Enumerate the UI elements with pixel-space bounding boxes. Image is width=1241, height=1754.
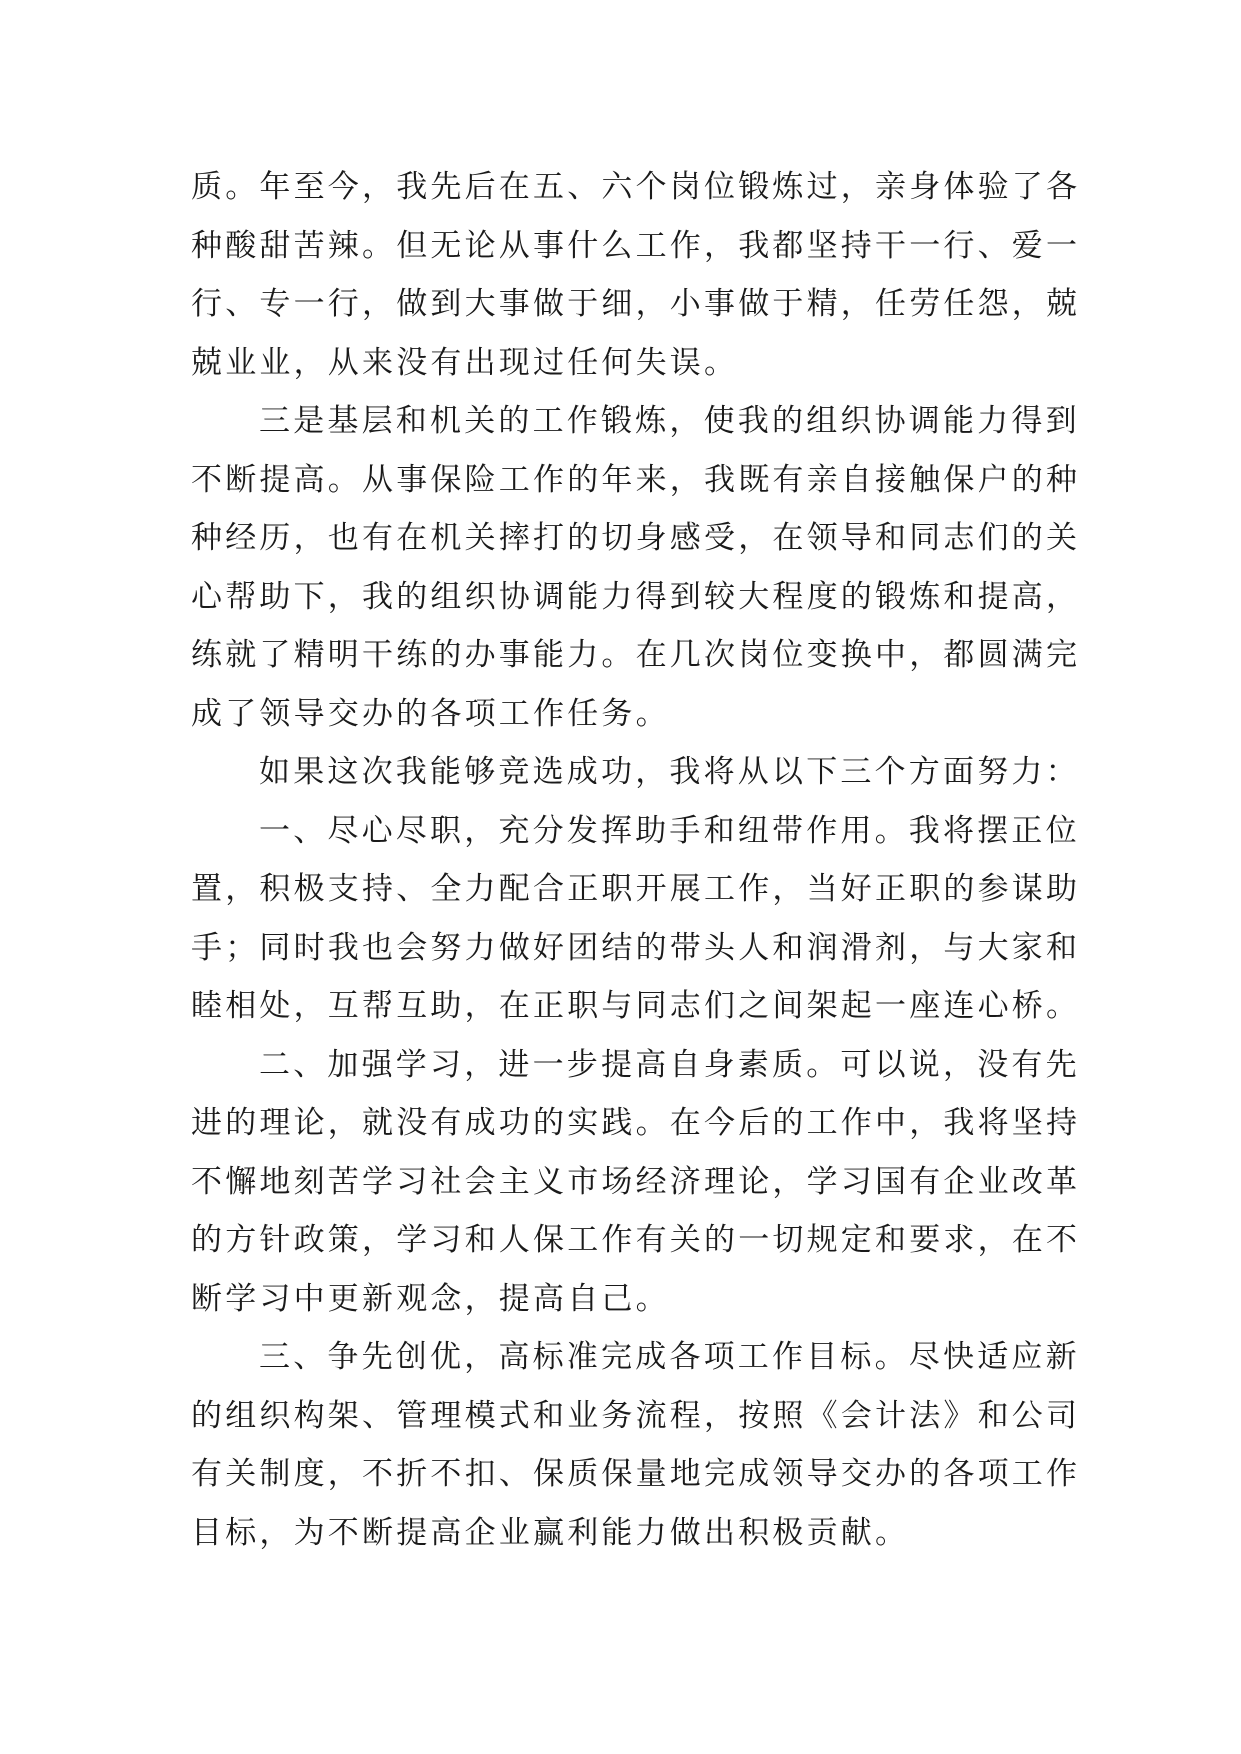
text-line: 不懈地刻苦学习社会主义市场经济理论，学习国有企业改革 [191, 1163, 1081, 1200]
text-line: 睦相处，互帮互助，在正职与同志们之间架起一座连心桥。 [191, 988, 1081, 1024]
text-line: 种经历，也有在机关摔打的切身感受，在领导和同志们的关 [191, 520, 1081, 556]
document-body [191, 158, 1081, 1562]
paragraph-start-line: 一、尽心尽职，充分发挥助手和纽带作用。我将摆正位 [259, 812, 1080, 849]
text-line: 行、专一行，做到大事做于细，小事做于精，任劳任怨，兢 [191, 286, 1081, 322]
paragraph-start-line: 三、争先创优，高标准完成各项工作目标。尽快适应新 [259, 1339, 1080, 1375]
paragraph-start-line: 二、加强学习，进一步提高自身素质。可以说，没有先 [259, 1046, 1080, 1083]
text-line: 质。年至今，我先后在五、六个岗位锻炼过，亲身体验了各 [191, 169, 1081, 205]
text-line: 目标，为不断提高企业赢利能力做出积极贡献。 [191, 1514, 910, 1551]
text-line: 练就了精明干练的办事能力。在几次岗位变换中，都圆满完 [191, 637, 1081, 673]
text-line: 手；同时我也会努力做好团结的带头人和润滑剂，与大家和 [191, 929, 1081, 966]
text-line: 断学习中更新观念，提高自己。 [191, 1280, 670, 1317]
text-line: 心帮助下，我的组织协调能力得到较大程度的锻炼和提高， [191, 578, 1081, 615]
text-line: 的方针政策，学习和人保工作有关的一切规定和要求，在不 [191, 1222, 1081, 1258]
text-line: 进的理论，就没有成功的实践。在今后的工作中，我将坚持 [191, 1105, 1081, 1141]
text-line: 的组织构架、管理模式和业务流程，按照《会计法》和公司 [191, 1397, 1081, 1434]
paragraph-start-line: 三是基层和机关的工作锻炼，使我的组织协调能力得到 [259, 403, 1080, 439]
text-line: 种酸甜苦辣。但无论从事什么工作，我都坚持干一行、爱一 [191, 227, 1081, 264]
text-line: 有关制度，不折不扣、保质保量地完成领导交办的各项工作 [191, 1456, 1081, 1492]
text-line: 成了领导交办的各项工作任务。 [191, 695, 670, 732]
text-line: 兢业业，从来没有出现过任何失误。 [191, 344, 739, 381]
text-line: 不断提高。从事保险工作的年来，我既有亲自接触保户的种 [191, 461, 1081, 498]
paragraph-start-line: 如果这次我能够竞选成功，我将从以下三个方面努力： [259, 754, 1080, 790]
text-line: 置，积极支持、全力配合正职开展工作，当好正职的参谋助 [191, 871, 1081, 907]
